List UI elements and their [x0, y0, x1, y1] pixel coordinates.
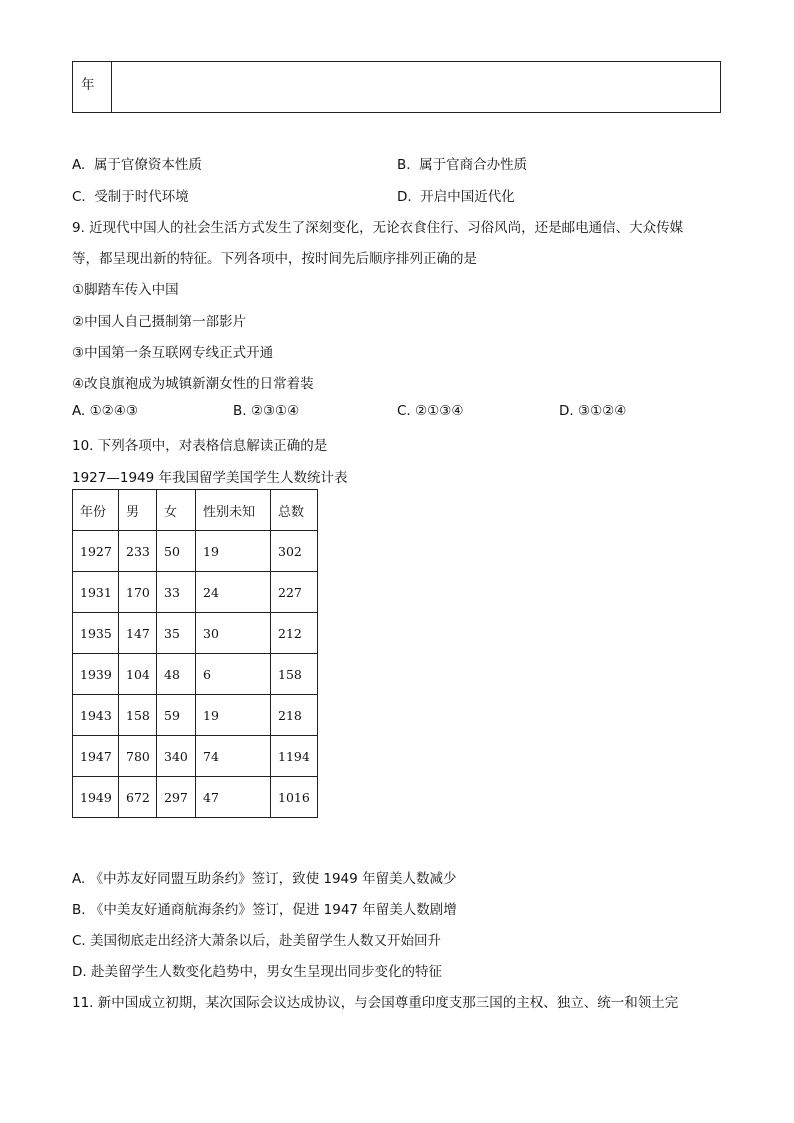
table-cell: 158 — [119, 695, 157, 736]
table-cell: 340 — [157, 736, 196, 777]
q9-item-2: ②中国人自己摄制第一部影片 — [72, 314, 247, 330]
header-cell-total: 总数 — [271, 490, 318, 531]
table-row — [73, 736, 318, 777]
q9-item-4: ④改良旗袍成为城镇新潮女性的日常着装 — [72, 376, 314, 392]
table-row — [73, 777, 318, 818]
q10-stem: 10. 下列各项中，对表格信息解读正确的是 — [72, 438, 328, 454]
table-cell: 19 — [196, 695, 271, 736]
table-cell: 170 — [119, 572, 157, 613]
q8-option-c: C. 受制于时代环境 — [72, 189, 189, 205]
table-cell: 147 — [119, 613, 157, 654]
table-cell: 1194 — [271, 736, 318, 777]
top-table-left-cell — [73, 62, 112, 112]
q8-option-a: A. 属于官僚资本性质 — [72, 157, 202, 173]
q10-option-d: D. 赴美留学生人数变化趋势中，男女生呈现出同步变化的特征 — [72, 964, 442, 980]
table-row — [73, 613, 318, 654]
table-cell: 24 — [196, 572, 271, 613]
table-cell: 1016 — [271, 777, 318, 818]
table-cell: 48 — [157, 654, 196, 695]
header-cell-unknown: 性别未知 — [196, 490, 271, 531]
table-cell: 74 — [196, 736, 271, 777]
header-cell-year: 年份 — [73, 490, 119, 531]
table-row — [73, 572, 318, 613]
student-statistics-table — [72, 489, 318, 818]
q9-option-a: A. ①②④③ — [72, 403, 138, 419]
q9-item-1: ①脚踏车传入中国 — [72, 282, 179, 298]
table-row — [73, 695, 318, 736]
table-cell: 227 — [271, 572, 318, 613]
top-table-cell-text: 年 — [81, 77, 95, 93]
top-table-fragment — [72, 61, 721, 113]
q9-option-c: C. ②①③④ — [397, 403, 464, 419]
table-cell: 158 — [271, 654, 318, 695]
table-cell: 297 — [157, 777, 196, 818]
table-cell: 212 — [271, 613, 318, 654]
table-cell: 1931 — [73, 572, 119, 613]
table-cell: 1927 — [73, 531, 119, 572]
q10-option-c: C. 美国彻底走出经济大萧条以后，赴美留学生人数又开始回升 — [72, 933, 442, 949]
table-cell: 1935 — [73, 613, 119, 654]
q9-stem-line1: 9. 近现代中国人的社会生活方式发生了深刻变化，无论衣食住行、习俗风尚，还是邮电通信、大众传媒 — [72, 220, 684, 236]
table-cell: 19 — [196, 531, 271, 572]
q10-option-b: B. 《中美友好通商航海条约》签订，促进 1947 年留美人数剧增 — [72, 902, 457, 918]
q9-item-3: ③中国第一条互联网专线正式开通 — [72, 345, 274, 361]
table-cell: 1939 — [73, 654, 119, 695]
q9-stem-line2: 等，都呈现出新的特征。下列各项中，按时间先后顺序排列正确的是 — [72, 251, 477, 267]
q8-option-d: D. 开启中国近代化 — [397, 189, 515, 205]
table-cell: 104 — [119, 654, 157, 695]
table-cell: 35 — [157, 613, 196, 654]
table-row — [73, 531, 318, 572]
table-row — [73, 654, 318, 695]
header-cell-male: 男 — [119, 490, 157, 531]
table-cell: 672 — [119, 777, 157, 818]
table-cell: 1943 — [73, 695, 119, 736]
table-cell: 47 — [196, 777, 271, 818]
table-cell: 1947 — [73, 736, 119, 777]
table-cell: 50 — [157, 531, 196, 572]
q8-option-b: B. 属于官商合办性质 — [397, 157, 528, 173]
table-cell: 302 — [271, 531, 318, 572]
q11-stem-line1: 11. 新中国成立初期，某次国际会议达成协议，与会国尊重印度支那三国的主权、独立、统一和领土完 — [72, 995, 679, 1011]
table-cell: 780 — [119, 736, 157, 777]
table-cell: 30 — [196, 613, 271, 654]
table-header-row — [73, 490, 318, 531]
table-cell: 1949 — [73, 777, 119, 818]
q9-option-d: D. ③①②④ — [559, 403, 627, 419]
table-cell: 218 — [271, 695, 318, 736]
table-cell: 6 — [196, 654, 271, 695]
q10-table-title: 1927—1949 年我国留学美国学生人数统计表 — [72, 470, 348, 486]
q9-option-b: B. ②③①④ — [233, 403, 300, 419]
header-cell-female: 女 — [157, 490, 196, 531]
q10-option-a: A. 《中苏友好同盟互助条约》签订，致使 1949 年留美人数减少 — [72, 871, 457, 887]
table-cell: 33 — [157, 572, 196, 613]
table-cell: 59 — [157, 695, 196, 736]
table-cell: 233 — [119, 531, 157, 572]
